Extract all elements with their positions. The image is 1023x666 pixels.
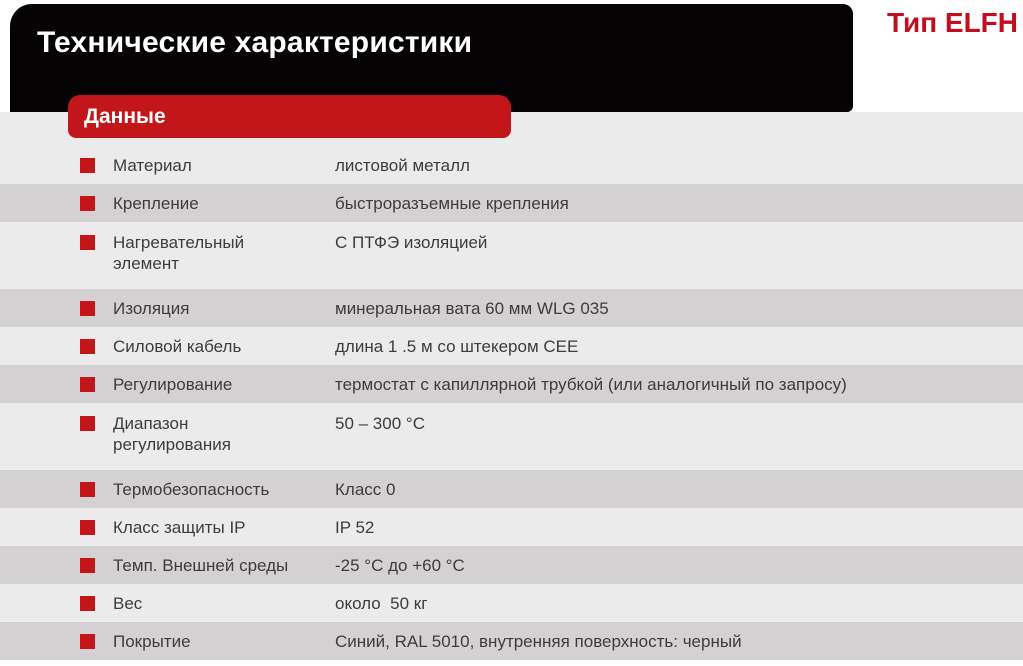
bullet-square-icon (80, 634, 95, 649)
row-label: Силовой кабель (113, 336, 242, 356)
table-row (0, 546, 1023, 584)
bullet-square-icon (80, 377, 95, 392)
table-row (0, 622, 1023, 660)
row-value: термостат с капиллярной трубкой (или аналогичный по запросу) (335, 374, 847, 394)
table-row (0, 508, 1023, 546)
table-row (0, 365, 1023, 403)
row-label: Нагревательный элемент (113, 233, 245, 273)
table-row (0, 470, 1023, 508)
table-row (0, 222, 1023, 289)
row-value: 50 – 300 °C (335, 414, 425, 433)
row-value: минеральная вата 60 мм WLG 035 (335, 298, 609, 318)
table-row (0, 146, 1023, 184)
row-value: длина 1 .5 м со штекером CEE (335, 336, 579, 356)
table-row (0, 289, 1023, 327)
row-value: Синий, RAL 5010, внутренняя поверхность: черный (335, 631, 742, 651)
table-row (0, 584, 1023, 622)
bullet-square-icon (80, 196, 95, 211)
data-tab-label: Данные (84, 104, 166, 128)
bullet-square-icon (80, 416, 95, 431)
spec-rows (0, 112, 1023, 660)
row-label: Крепление (113, 193, 199, 213)
row-label: Темп. Внешней среды (113, 555, 289, 575)
row-label: Термобезопасность (113, 479, 270, 499)
bullet-square-icon (80, 520, 95, 535)
row-value: листовой металл (335, 155, 470, 175)
spec-table (0, 104, 1023, 660)
row-label: Диапазон регулирования (113, 414, 231, 454)
bullet-square-icon (80, 235, 95, 250)
row-label: Покрытие (113, 631, 191, 651)
bullet-square-icon (80, 301, 95, 316)
data-tab (68, 95, 511, 138)
page-title: Технические характеристики (37, 26, 473, 59)
row-label: Вес (113, 593, 143, 613)
row-label: Изоляция (113, 298, 190, 318)
row-value: около 50 кг (335, 593, 428, 613)
row-value: IP 52 (335, 517, 375, 537)
table-row (0, 327, 1023, 365)
type-label: Тип ELFH (886, 7, 1018, 38)
row-label: Регулирование (113, 374, 233, 394)
row-label: Класс защиты IP (113, 517, 246, 537)
bullet-square-icon (80, 482, 95, 497)
row-value: быстроразъемные крепления (335, 193, 569, 213)
table-row (0, 403, 1023, 470)
bullet-square-icon (80, 158, 95, 173)
bullet-square-icon (80, 558, 95, 573)
row-label: Материал (113, 155, 192, 175)
bullet-square-icon (80, 339, 95, 354)
row-value: -25 °C до +60 °C (335, 555, 465, 575)
table-row (0, 184, 1023, 222)
row-value: С ПТФЭ изоляцией (335, 233, 488, 252)
bullet-square-icon (80, 596, 95, 611)
row-value: Класс 0 (335, 479, 396, 499)
